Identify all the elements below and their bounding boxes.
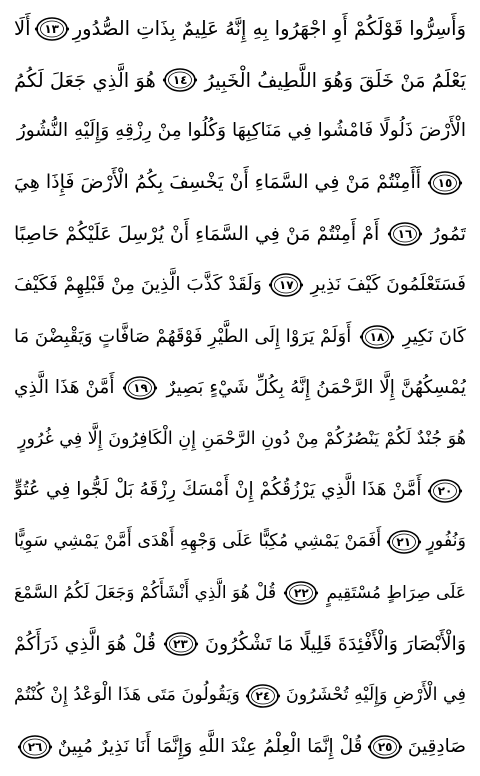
verse-number-marker xyxy=(359,323,395,351)
verse-text: عَلَى صِرَاطٍ مُسْتَقِيمٍ xyxy=(326,582,466,603)
verse-number: ١٧ xyxy=(278,278,294,293)
text-line xyxy=(14,619,466,669)
verse-number-marker xyxy=(163,630,199,658)
text-line xyxy=(14,4,466,54)
verse-text: وَأَسِرُّوا قَوْلَكُمْ أَوِ اجْهَرُوا بِهِ إِنَّهُ عَلِيمٌ بِذَاتِ الصُّدُورِ xyxy=(72,17,466,41)
text-line xyxy=(14,158,466,208)
text-line xyxy=(14,671,466,721)
text-line xyxy=(14,363,466,413)
verse-text: وَالْأَبْصَارَ وَالْأَفْئِدَةَ قَلِيلًا مَا تَشْكُرُونَ xyxy=(205,632,466,655)
verse-number: ١٨ xyxy=(369,329,385,344)
verse-number: ١٩ xyxy=(133,380,148,395)
verse-text: قُلْ هُوَ الَّذِي ذَرَأَكُمْ xyxy=(14,632,156,655)
verse-text: فِي الْأَرْضِ وَإِلَيْهِ تُحْشَرُونَ xyxy=(285,684,466,705)
verse-text: صَادِقِينَ xyxy=(407,735,466,757)
verse-number: ١٤ xyxy=(172,73,188,88)
verse-number: ٢١ xyxy=(396,534,412,549)
text-line xyxy=(14,466,466,516)
verse-number-marker xyxy=(17,733,53,761)
verse-lines xyxy=(14,4,466,772)
verse-number: ٢٣ xyxy=(173,637,188,652)
verse-text: أَمْ أَمِنْتُمْ مَنْ فِي السَّمَاءِ أَنْ يُرْسِلَ عَلَيْكُمْ حَاصِبًا xyxy=(14,222,380,245)
text-line xyxy=(14,260,466,310)
verse-text: وَنُفُورٍ xyxy=(426,531,466,552)
verse-text: فَسَتَعْلَمُونَ كَيْفَ نَذِيرِ xyxy=(310,274,466,296)
verse-number: ١٦ xyxy=(397,227,413,242)
verse-text: أَمَّنْ هَذَا الَّذِي يَرْزُقُكُمْ إِنْ أَمْسَكَ رِزْقَهُ بَلْ لَجُّوا فِي عُتُوٍّ xyxy=(14,479,422,501)
text-line xyxy=(14,55,466,105)
verse-text: هُوَ الَّذِي جَعَلَ لَكُمُ xyxy=(14,68,156,92)
verse-text: كَانَ نَكِيرِ xyxy=(402,325,466,347)
verse-text: أَفَمَنْ يَمْشِي مُكِبًّا عَلَى وَجْهِهِ أَهْدَى أَمَّنْ يَمْشِي سَوِيًّا xyxy=(14,531,382,552)
verse-number-marker xyxy=(387,220,423,248)
text-line xyxy=(14,209,466,259)
verse-number-marker xyxy=(386,528,422,556)
text-line xyxy=(14,722,466,772)
verse-number-marker xyxy=(367,733,403,761)
verse-number: ٢٠ xyxy=(437,483,453,498)
text-line xyxy=(14,107,466,157)
verse-number: ٢٥ xyxy=(377,739,393,754)
verse-text: الْأَرْضَ ذَلُولًا فَامْشُوا فِي مَنَاكِبِهَا وَكُلُوا مِنْ رِزْقِهِ وَإِلَيْهِ النُّشُورُ xyxy=(16,120,466,142)
verse-number-marker xyxy=(245,682,281,710)
verse-number: ١٥ xyxy=(437,175,453,190)
verse-text: يَعْلَمُ مَنْ خَلَقَ وَهُوَ اللَّطِيفُ الْخَبِيرُ xyxy=(204,68,466,92)
verse-number-marker xyxy=(427,169,463,197)
verse-text: وَلَقَدْ كَذَّبَ الَّذِينَ مِنْ قَبْلِهِمْ فَكَيْفَ xyxy=(14,274,262,296)
text-line xyxy=(14,517,466,567)
verse-number: ٢٤ xyxy=(255,688,271,703)
verse-number-marker xyxy=(283,579,319,607)
verse-text: يُمْسِكُهُنَّ إِلَّا الرَّحْمَنُ إِنَّهُ بِكُلِّ شَيْءٍ بَصِيرٌ xyxy=(166,376,466,398)
verse-text: قُلْ هُوَ الَّذِي أَنْشَأَكُمْ وَجَعَلَ لَكُمُ السَّمْعَ xyxy=(14,582,277,603)
verse-text: قُلْ إِنَّمَا الْعِلْمُ عِنْدَ اللَّهِ وَإِنَّمَا أَنَا نَذِيرٌ مُبِينٌ xyxy=(57,735,363,757)
text-line xyxy=(14,568,466,618)
verse-text: تَمُورُ xyxy=(430,222,466,245)
verse-number: ١٣ xyxy=(44,22,59,36)
text-line xyxy=(14,312,466,362)
verse-text: أَمَّنْ هَذَا الَّذِي xyxy=(14,376,115,398)
verse-number-marker xyxy=(162,66,198,94)
text-line xyxy=(14,414,466,464)
verse-text: أَأَمِنْتُمْ مَنْ فِي السَّمَاءِ أَنْ يَخْسِفَ بِكُمُ الْأَرْضَ فَإِذَا هِيَ xyxy=(14,171,422,194)
verse-number-marker xyxy=(427,477,463,505)
verse-text: وَيَقُولُونَ مَتَى هَذَا الْوَعْدُ إِنْ كُنْتُمْ xyxy=(14,684,240,705)
verse-text: أَلَا xyxy=(14,17,31,41)
verse-number: ٢٦ xyxy=(27,739,43,754)
verse-number-marker xyxy=(268,271,304,299)
verse-number: ٢٢ xyxy=(294,586,309,601)
verse-text: هُوَ جُنْدٌ لَكُمْ يَنْصُرُكُمْ مِنْ دُونِ الرَّحْمَنِ إِنِ الْكَافِرُونَ إِلَّا فِي غُرُورٍ xyxy=(18,428,466,449)
verse-text: أَوَلَمْ يَرَوْا إِلَى الطَّيْرِ فَوْقَهُمْ صَافَّاتٍ وَيَقْبِضْنَ مَا xyxy=(14,325,352,347)
verse-number-marker xyxy=(34,15,70,43)
verse-number-marker xyxy=(122,374,158,402)
